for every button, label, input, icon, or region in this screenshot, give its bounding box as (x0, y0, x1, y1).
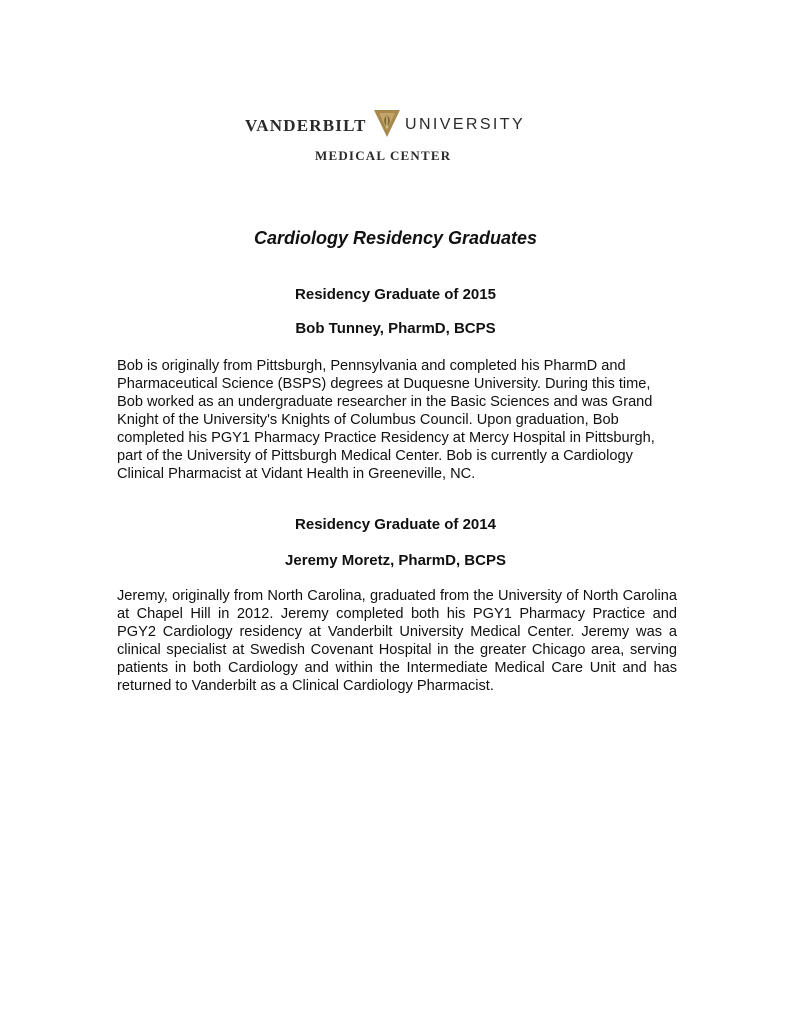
vumc-logo (245, 108, 545, 168)
page-title: Cardiology Residency Graduates (253, 228, 538, 248)
logo-university-text: UNIVERSITY (405, 116, 526, 133)
graduate-bio: Jeremy, originally from North Carolina, graduated from the University of North Carolina at Chapel Hill in 2012. Jeremy completed both his PGY1 Pharmacy Practice and PGY2 Cardiology residency at Vanderbilt University Medical Center. Jeremy was a clinical specialist at Swedish Covenant Hospital in the greater Chicago area, serving patients in both Cardiology and within the Intermediate Medical Care Unit and has returned to Vanderbilt as a Clinical Cardiology Pharmacist. (117, 588, 677, 694)
logo-medical-center-text: MEDICAL CENTER (315, 148, 452, 163)
graduate-name: Bob Tunney, PharmD, BCPS (295, 320, 496, 337)
graduate-bio: Bob is originally from Pittsburgh, Pennsylvania and completed his PharmD and Pharmaceutical Science (BSPS) degrees at Duquesne University. During this time, Bob worked as an undergraduate researcher in the Basic Sciences and was Grand Knight of the University's Knights of Columbus Council. Upon graduation, Bob completed his PGY1 Pharmacy Practice Residency at Mercy Hospital in Pittsburgh, part of the University of Pittsburgh Medical Center. Bob is currently a Cardiology Clinical Pharmacist at Vidant Health in Greeneville, NC. (117, 358, 655, 482)
logo-vanderbilt-text: VANDERBILT (245, 116, 367, 135)
oak-leaf-v-icon (372, 108, 402, 138)
graduate-name: Jeremy Moretz, PharmD, BCPS (285, 552, 506, 569)
section-year-heading: Residency Graduate of 2014 (295, 516, 496, 533)
section-year-heading: Residency Graduate of 2015 (295, 286, 496, 303)
logo-row (245, 108, 545, 140)
